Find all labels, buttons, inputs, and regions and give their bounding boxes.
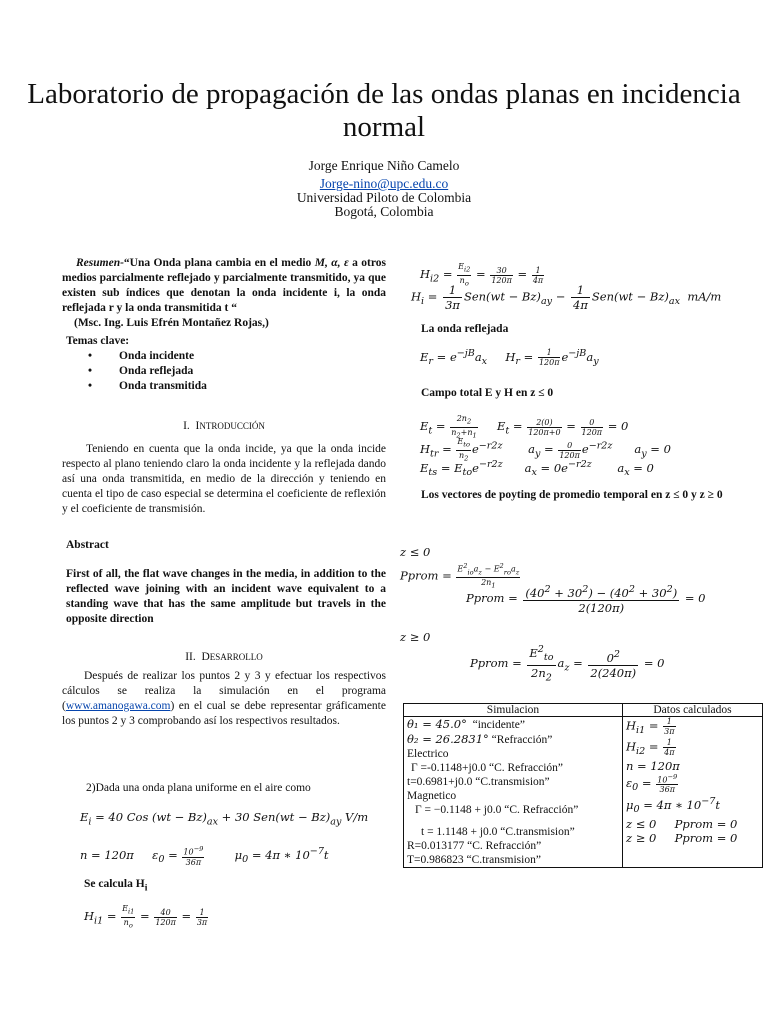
t-electrico: t=0.6981+j0.0 “C.transmision”	[407, 776, 550, 788]
electrico-label: Electrico	[407, 748, 449, 760]
R-value: R=0.013177 “C. Refracción”	[407, 840, 542, 852]
author-city: Bogotá, Colombia	[334, 204, 434, 219]
problem-statement: 2)Dada una onda plana uniforme en el aire como	[86, 782, 311, 794]
equation-params: n = 120π $\varepsilon_0$ = $\frac{10^{-9}}{36\pi}$ $\mu_0 = 4\pi$ ∗ $10^{-7}t$	[80, 845, 329, 867]
equation-Hi2: $H_{i2}$ = $\frac{E_{i2}}{n_o}$ = $\frac{30}{120\pi}$ = $\frac{1}{4\pi}$	[420, 262, 544, 288]
section-number: I.	[183, 420, 190, 432]
abstract-label: Abstract	[66, 539, 109, 551]
calc-pprom-neg	[626, 817, 759, 831]
poynting-label: Los vectores de poyting de promedio temporal en z ≤ 0 y z ≥ 0	[421, 489, 723, 501]
list-item: • Onda reflejada	[74, 364, 374, 379]
intro-paragraph: Teniendo en cuenta que la onda incide, ya que la onda incide respecto al plano teniendo claro la onda incidente y la reflejada dando así una onda transmitida, en medio de la dirección y teniendo en cuenta el tipo de caso especial se determina el coeficiente de reflexión y el coeficiente de transmisión.	[62, 443, 386, 515]
desarrollo-paragraph	[62, 669, 386, 729]
desarrollo-text-2: ) en el cual se debe representar gráficamente los puntos 2 y 3 comprobando así los respectivos resultados.	[62, 700, 386, 727]
resumen-text-2: a otros medios parcialmente reflejado y parcialmente transmitido, ya que existen sub índices que denotan la onda incidente i, la onda reflejada r y la onda transmitida t “	[62, 257, 387, 314]
results-table	[403, 703, 763, 868]
abstract-en: First of all, the flat wave changes in the media, in addition to the reflected wave joining with an incident wave equivalent to a standing wave that has the same amplitude but travels in the opposite direction	[66, 568, 386, 625]
calc-pprom-pos	[626, 831, 759, 845]
advisor-line: (Msc. Ing. Luis Efrén Montañez Rojas,)	[74, 317, 269, 329]
section-number: II.	[185, 651, 196, 663]
theta2-label: “Refracción”	[491, 734, 553, 746]
author-email-link[interactable]: Jorge-nino@upc.edu.co	[319, 176, 449, 191]
gamma-electrico: Γ =-0.1148+j0.0 “C. Refracción”	[411, 762, 564, 774]
amanogawa-link[interactable]: www.amanogawa.com	[65, 700, 171, 712]
section-heading-desarrollo	[62, 651, 386, 663]
section-title: INTRODUCCIÓN	[195, 420, 265, 432]
author-name: Jorge Enrique Niño Camelo	[308, 158, 460, 173]
magnetico-label: Magnetico	[407, 790, 457, 802]
calc-pprom-value: Pprom = 0	[674, 830, 738, 845]
calc-pprom-value: Pprom = 0	[674, 816, 738, 831]
campo-total-label: Campo total E y H en z ≤ 0	[421, 387, 554, 399]
equation-z-pos: z ≥ 0	[400, 630, 431, 644]
desarrollo-text-1: Después de realizar los puntos 2 y 3 y efectuar los respectivos cálculos se realiza la simulación en el programa (	[62, 670, 386, 712]
equation-Et: $E_t$ = $\frac{2n_2}{n_2+n_1}$ $E_t$ = $\frac{2(0)}{120\pi+0}$ = $\frac{0}{120\pi}$ = 0	[420, 414, 629, 440]
spacer	[407, 817, 619, 825]
equation-pprom-2: Pprom = $\frac{(40^2 + 30^2) - (40^2 + 30^2)}{2(120\pi)}$ = 0	[466, 584, 706, 615]
se-calcula-label	[84, 877, 147, 895]
author-university: Universidad Piloto de Colombia	[296, 190, 472, 205]
calc-epsilon: $\varepsilon_0$ = $\frac{10^{-9}}{36\pi}$	[626, 772, 678, 795]
simulation-cell	[404, 717, 623, 868]
se-calcula-text: Se calcula H	[84, 878, 145, 890]
equation-Er-Hr: $E_r = e^{-jB}a_x$ $H_r$ = $\frac{1}{120\pi}$ $e^{-jB}a_y$	[420, 348, 599, 368]
onda-reflejada-label: La onda reflejada	[421, 323, 509, 335]
se-calcula-sub: i	[144, 882, 148, 894]
resumen-symbols: M, α, ε	[314, 257, 349, 269]
theta1-value: θ₁ = 45.0°	[407, 717, 467, 731]
column-header-datos: Datos calculados	[623, 704, 763, 717]
calc-Hi2: $H_{i2}$ = $\frac{1}{4\pi}$	[626, 737, 675, 757]
equation-Htr: $H_{tr}$ = $\frac{E_{to}}{n_2}$ $e^{-r2z}$ $a_y$ = $\frac{0}{120\pi}$ $e^{-r2z}$ $a_y = 0$	[420, 437, 671, 463]
resumen-label: Resumen-	[76, 257, 124, 269]
t-magnetico: t = 1.1148 + j0.0 “C.transmision”	[421, 826, 575, 838]
abstract-es	[62, 256, 386, 331]
table-row	[404, 717, 763, 868]
theta2-value: θ₂ = 26.2831°	[407, 732, 489, 746]
theta1-label: “incidente”	[472, 719, 525, 731]
paper-title: Laboratorio de propagación de las ondas planas en incidencia normal	[27, 78, 741, 143]
section-heading-intro	[62, 420, 386, 432]
equation-pprom-3: Pprom = $\frac{E^2_{to}}{2n_2}$ $a_z$ = $\frac{0^2}{2(240\pi)}$ = 0	[470, 644, 665, 684]
equation-Hi: $H_i$ = $\frac{1}{3\pi}$ $Sen(wt - Bz)_{ay}$ − $\frac{1}{4\pi}$ $Sen(wt - Bz)_{ax}$ mA/m	[411, 283, 722, 312]
theta2-line	[407, 732, 619, 747]
calculated-cell	[623, 717, 763, 868]
gamma-magnetico: Γ = −0.1148 + j0.0 “C. Refracción”	[415, 804, 579, 816]
calc-z-neg: z ≤ 0	[626, 816, 657, 831]
equation-Ets: $E_{ts} = E_{to}e^{-r2z}$ $a_x = 0e^{-r2z}$ $a_x = 0$	[420, 459, 654, 479]
temas-label: Temas clave:	[66, 335, 130, 347]
T-value: T=0.986823 “C.transmision”	[407, 854, 541, 866]
equation-Hi1: $H_{i1}$ = $\frac{E_{i1}}{n_o}$ = $\frac{40}{120\pi}$ = $\frac{1}{3\pi}$	[84, 904, 208, 930]
equation-Ei: $E_i = 40$ Cos $(wt - Bz)_{ax} + 30$ $Sen(wt - Bz)_{ay}$ V/m	[80, 810, 369, 828]
theta1-line	[407, 717, 619, 732]
table-header-row	[404, 704, 763, 717]
equation-z-neg: z ≤ 0	[400, 545, 431, 559]
author-email-line	[0, 176, 768, 191]
equation-pprom-1: Pprom = $\frac{E^2_{io}a_z - E^2_{ro}a_z}{2n_1}$	[400, 562, 520, 590]
temas-list	[74, 349, 374, 394]
resumen-text-1: “Una Onda plana cambia en el medio	[123, 257, 315, 269]
list-item: • Onda transmitida	[74, 379, 374, 394]
calc-mu: $\mu_0 = 4\pi$ ∗ $10^{-7}t$	[626, 795, 720, 815]
section-title: DESARROLLO	[201, 651, 263, 663]
calc-z-pos: z ≥ 0	[626, 830, 657, 845]
column-header-simulacion: Simulacion	[404, 704, 623, 717]
calc-Hi1: $H_{i1}$ = $\frac{1}{3\pi}$	[626, 717, 675, 736]
calc-n: n = 120π	[626, 758, 680, 773]
list-item: • Onda incidente	[74, 349, 374, 364]
